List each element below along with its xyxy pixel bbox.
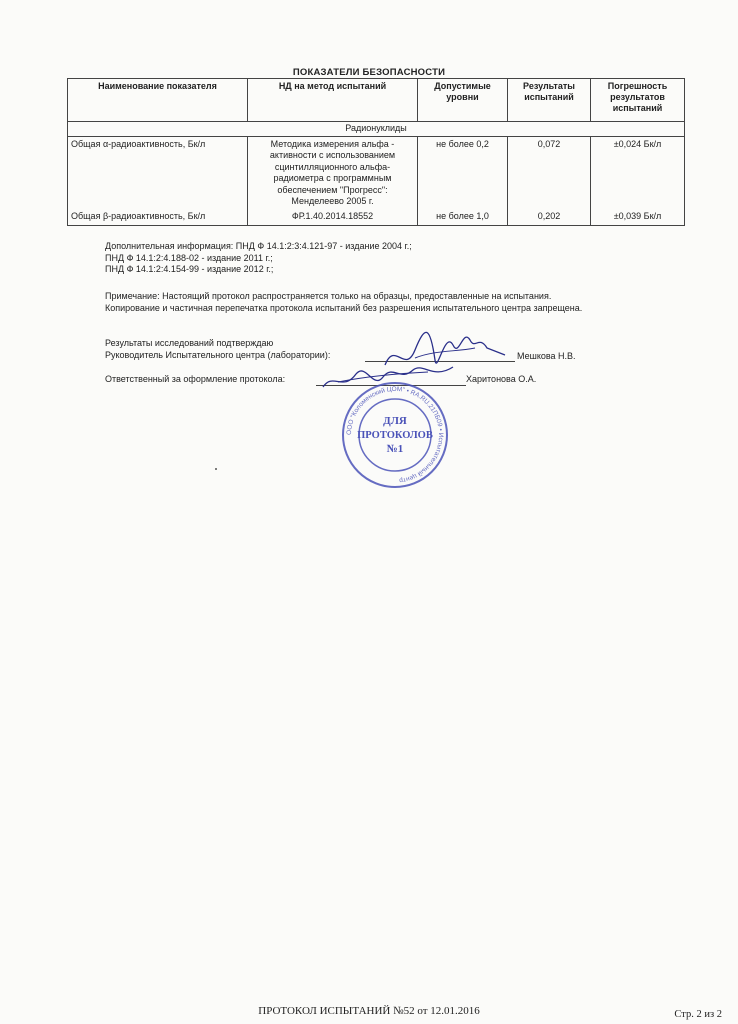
stamp-line-1: ДЛЯ bbox=[383, 415, 407, 427]
note-block bbox=[105, 291, 640, 314]
table-header-row bbox=[68, 79, 685, 122]
stamp-line-2: ПРОТОКОЛОВ bbox=[357, 430, 433, 441]
responsible-label: Ответственный за оформление протокола: bbox=[105, 374, 286, 384]
stamp-ring-text: ООО "Коломенский ЦОМ" • RA.RU.21ПБ09 • Испытательный центр bbox=[345, 385, 445, 484]
error-cell bbox=[591, 136, 685, 225]
method-text: Методика измерения альфа - активности с использованием сцинтилляционного альфа-радиометра с программным обеспечением "Прогресс": Менделеево 2005 г. bbox=[269, 138, 396, 206]
result-cell bbox=[508, 136, 591, 225]
header-limits: Допустимые уровни bbox=[418, 79, 508, 122]
note-line-2: Копирование и частичная перепечатка протокола испытаний без разрешения испытательного центра запрещена. bbox=[105, 302, 583, 313]
result-beta: 0,202 bbox=[537, 211, 561, 221]
scan-speck bbox=[215, 468, 217, 470]
header-results: Результаты испытаний bbox=[508, 79, 591, 122]
limit-beta: не более 1,0 bbox=[436, 211, 489, 221]
header-indicator: Наименование показателя bbox=[68, 79, 248, 122]
limit-alpha: не более 0,2 bbox=[436, 138, 489, 149]
safety-table bbox=[67, 78, 685, 226]
confirm-block bbox=[105, 338, 330, 361]
group-radionuclides: Радионуклиды bbox=[68, 122, 685, 137]
stamp-line-3: №1 bbox=[386, 443, 404, 455]
signature-responsible bbox=[318, 352, 458, 402]
indicator-alpha: Общая α-радиоактивность, Бк/л bbox=[71, 138, 206, 149]
responsible-name: Харитонова О.А. bbox=[466, 374, 537, 384]
method-cell bbox=[248, 136, 418, 225]
group-row bbox=[68, 122, 685, 137]
page-number: Стр. 2 из 2 bbox=[674, 1009, 722, 1020]
result-alpha: 0,072 bbox=[537, 138, 561, 149]
head-name: Мешкова Н.В. bbox=[517, 351, 576, 361]
table-row bbox=[68, 136, 685, 225]
confirm-line-1: Результаты исследований подтверждаю bbox=[105, 338, 274, 348]
note-line-1: Примечание: Настоящий протокол распространяется только на образцы, предоставленные на испытания. bbox=[105, 291, 552, 301]
indicator-beta: Общая β-радиоактивность, Бк/л bbox=[71, 211, 206, 221]
footer-protocol: ПРОТОКОЛ ИСПЫТАНИЙ №52 от 12.01.2016 bbox=[258, 1005, 480, 1017]
info-line-3: ПНД Ф 14.1:2:4.154-99 - издание 2012 г.; bbox=[105, 264, 274, 274]
additional-info bbox=[105, 241, 412, 276]
table-title: ПОКАЗАТЕЛИ БЕЗОПАСНОСТИ bbox=[292, 67, 446, 78]
indicator-cell bbox=[68, 136, 248, 225]
info-line-1: Дополнительная информация: ПНД Ф 14.1:2:3:4.121-97 - издание 2004 г.; bbox=[105, 241, 412, 251]
header-error: Погрешность результатов испытаний bbox=[591, 79, 685, 122]
error-beta: ±0,039 Бк/л bbox=[613, 211, 662, 221]
header-method: НД на метод испытаний bbox=[248, 79, 418, 122]
limit-cell bbox=[418, 136, 508, 225]
info-line-2: ПНД Ф 14.1:2:4.188-02 - издание 2011 г.; bbox=[105, 252, 273, 263]
error-alpha: ±0,024 Бк/л bbox=[613, 138, 662, 149]
confirm-line-2: Руководитель Испытательного центра (лаборатории): bbox=[105, 349, 331, 360]
method-code: ФР.1.40.2014.18552 bbox=[291, 211, 374, 221]
